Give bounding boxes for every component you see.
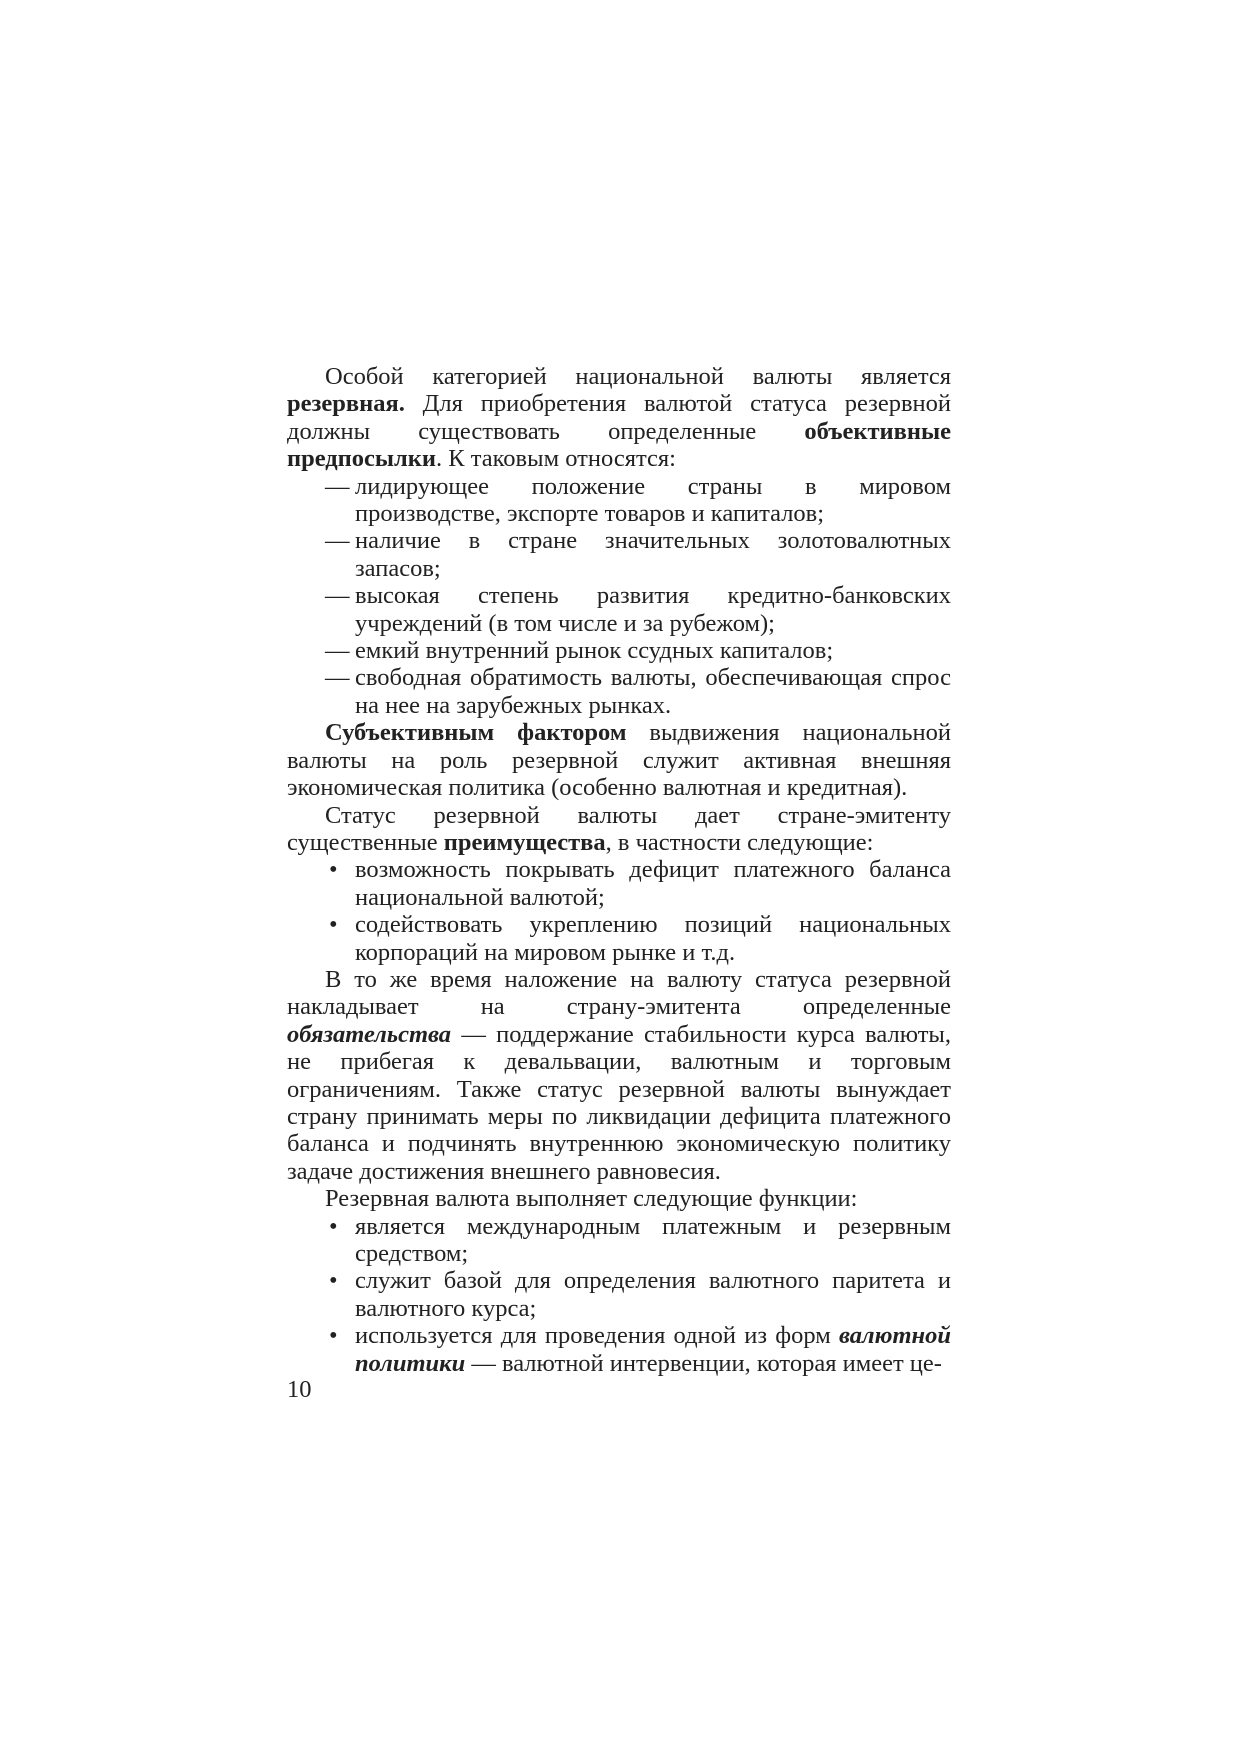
list-item-text: возможность покрывать дефицит платежного баланса национальной валютой; (355, 856, 951, 911)
page-number: 10 (287, 1376, 312, 1403)
paragraph-subjective-factor (287, 719, 951, 801)
list-item (287, 637, 951, 664)
text-run: — поддержание стабильности курса валюты, не прибегая к девальвации, валютным и торговым ограничениям. Также статус резервной валюты вынуждает страну принимать меры по ликвидации дефицита платежного баланса и подчинять внутреннюю экономическую политику задаче достижения внешнего равновесия. (287, 1020, 951, 1185)
text-run: В то же время наложение на валюту статуса резервной накладывает на страну-эмитента определенные (287, 965, 951, 1021)
text-run: — валютной интервенции, которая имеет це- (465, 1349, 942, 1377)
bold-term-advantages: преимущества (443, 828, 606, 856)
text-run: Особой категорией национальной валюты является (325, 363, 951, 390)
text-run: , в частности следующие: (605, 828, 874, 856)
text-run: выдвижения национальной валюты на роль резервной служит активная внешняя экономическая политика (особенно валютная и кредитная). (287, 719, 951, 802)
list-item-text: высокая степень развития кредитно-банковских учреждений (в том числе и за рубежом); (355, 582, 951, 637)
list-item-text: служит базой для определения валютного паритета и валютного курса; (355, 1267, 951, 1322)
bold-term-reserve: резервная. (287, 390, 405, 418)
text-run: используется для проведения одной из форм (355, 1322, 839, 1350)
bullet-marker: • (329, 856, 338, 884)
bullet-marker: • (329, 1212, 338, 1240)
bullet-marker: • (329, 1322, 338, 1350)
list-item (287, 1322, 951, 1377)
list-item-text: содействовать укреплению позиций национальных корпораций на мировом рынке и т.д. (355, 911, 951, 966)
text-run: Для приобретения валютой статуса резервной должны существовать определенные (287, 390, 951, 445)
list-item (287, 911, 951, 966)
text-run: Резервная валюта выполняет следующие функции: (325, 1185, 858, 1213)
body-text (287, 363, 951, 1377)
list-item-text: емкий внутренний рынок ссудных капиталов; (355, 637, 834, 665)
list-item (287, 473, 951, 528)
paragraph-advantages (287, 802, 951, 857)
dash-marker: — (325, 472, 350, 500)
dash-marker: — (325, 582, 350, 610)
dash-marker: — (325, 664, 350, 692)
dash-marker: — (325, 527, 350, 555)
paragraph-obligations (287, 966, 951, 1185)
bullet-marker: • (329, 911, 338, 939)
list-item (287, 582, 951, 637)
bold-italic-term-currency-policy: валютной политики (355, 1322, 951, 1377)
list-item (287, 1267, 951, 1322)
list-item-text: лидирующее положение страны в мировом производстве, экспорте товаров и капиталов; (355, 472, 951, 528)
text-run: . К таковым относятся: (436, 445, 676, 473)
list-item-text: наличие в стране значительных золотовалютных запасов; (355, 527, 951, 582)
paragraph-reserve-currency (287, 363, 951, 473)
bold-term-subjective-factor: Субъективным фактором (325, 719, 627, 747)
prerequisites-list (287, 473, 951, 720)
list-item (287, 527, 951, 582)
advantages-list (287, 856, 951, 966)
bold-term-objective-prerequisites: объективные предпосылки (287, 417, 951, 473)
paragraph-functions (287, 1185, 951, 1212)
list-item-text: является международным платежным и резервным средством; (355, 1212, 951, 1267)
list-item (287, 856, 951, 911)
bullet-marker: • (329, 1267, 338, 1295)
list-item-text: свободная обратимость валюты, обеспечивающая спрос на нее на зарубежных рынках. (355, 664, 951, 719)
text-run: Статус резервной валюты дает стране-эмитенту существенные (287, 801, 951, 856)
bold-italic-term-obligations: обязательства (287, 1020, 452, 1048)
dash-marker: — (325, 637, 350, 665)
list-item (287, 664, 951, 719)
functions-list (287, 1213, 951, 1377)
list-item (287, 1213, 951, 1268)
